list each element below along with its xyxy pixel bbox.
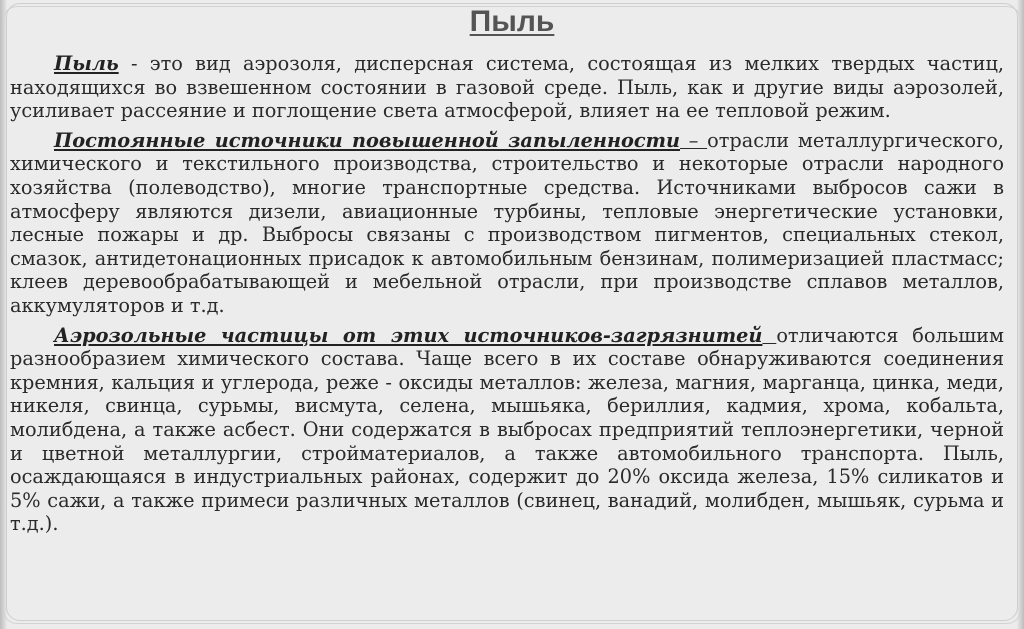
paragraph-text: отрасли металлургического, химического и текстильного производства, строительство и некоторые отрасли народного хозяйства (полеводство), многие транспортные средства. Источниками выбросов сажи в атмосферу являются дизели, авиационные турбины, тепловые энергетические установки, лесные пожары и др. Выбросы связаны с производством пигментов, специальных стекол, смазок, антидетонационных присадок к автомобильным бензинам, полимеризацией пластмасс; клеев деревообрабатывающей и мебельной отрасли, при производстве сплавов металлов, аккумуляторов и т.д.: [10, 128, 1004, 317]
slide-title: Пыль: [469, 5, 555, 38]
separator: -: [118, 52, 150, 75]
right-edge-shadow: [1016, 0, 1024, 629]
separator: [762, 324, 776, 347]
term-aerosol-particles: Аэрозольные частицы от этих источников-загрязнитей: [54, 323, 763, 347]
slide-body: [10, 52, 1004, 542]
term-dust: Пыль: [54, 52, 119, 75]
left-edge-shadow: [0, 0, 8, 629]
term-permanent-sources: Постоянные источники повышенной запыленности: [54, 128, 681, 152]
separator: –: [680, 128, 708, 152]
paragraph-text: отличаются большим разнообразием химического состава. Чаще всего в их составе обнаруживаются соединения кремния, кальция и углерода, реже - оксиды металлов: железа, магния, марганца, цинка, меди, никеля, свинца, сурьмы, висмута, селена, мышьяка, бериллия, кадмия, хрома, кобальта, молибдена, а также асбест. Они содержатся в выбросах предприятий теплоэнергетики, черной и цветной металлургии, стройматериалов, а также автомобильного транспорта. Пыль, осаждающаяся в индустриальных районах, содержит до 20% оксида железа, 15% силикатов и 5% сажи, а также примеси различных металлов (свинец, ванадий, молибден, мышьяк, сурьма и т.д.).: [10, 323, 1004, 536]
paragraph-dust-sources: [10, 129, 1004, 318]
paragraph-dust-definition: [10, 52, 1004, 123]
paragraph-text: это вид аэрозоля, дисперсная система, состоящая из мелких твердых частиц, находящихся во взвешенном состоянии в газовой среде. Пыль, как и другие виды аэрозолей, усиливает рассеяние и поглощение света атмосферой, влияет на ее тепловой режим.: [10, 52, 1004, 123]
paragraph-aerosol-composition: [10, 324, 1004, 536]
